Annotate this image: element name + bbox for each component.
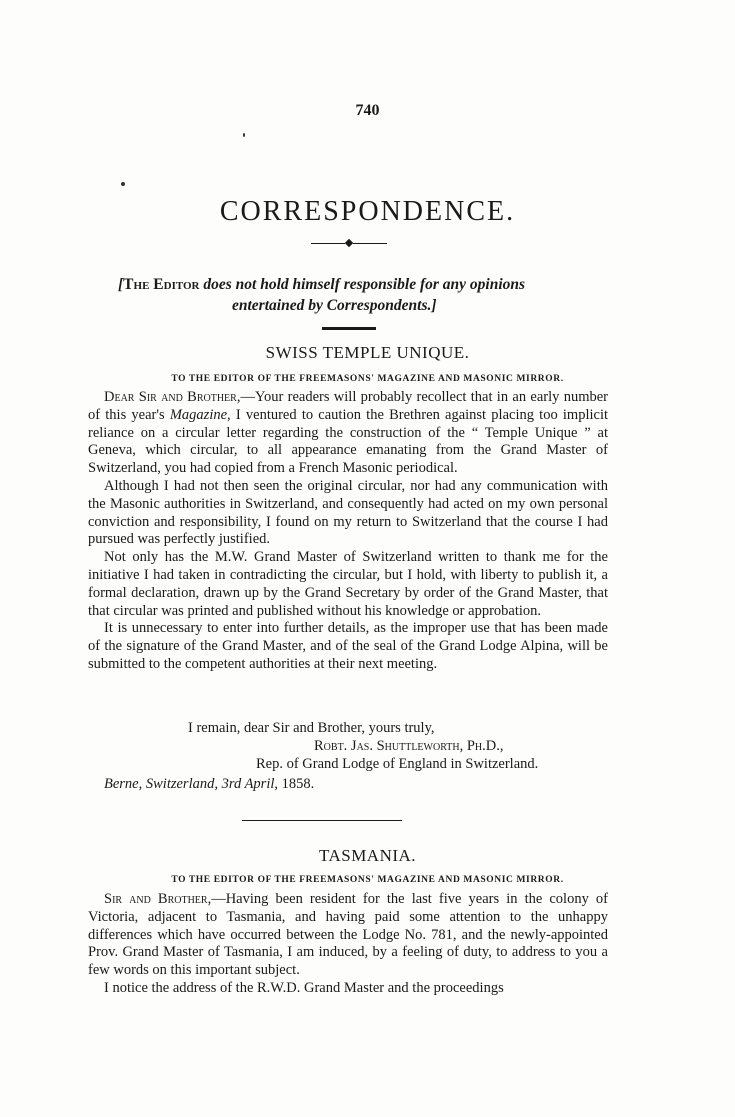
paragraph: I notice the address of the R.W.D. Grand Master and the proceedings — [104, 979, 504, 996]
paragraph — [88, 891, 608, 980]
section-rule — [322, 327, 376, 330]
article-heading: TASMANIA. — [318, 846, 417, 865]
to-editor-line: TO THE EDITOR OF THE FREEMASONS' MAGAZINE AND MASONIC MIRROR. — [171, 875, 564, 885]
year: 1858. — [278, 776, 315, 792]
salutation: Sir and Brother, — [104, 891, 212, 907]
editor-disclaimer — [118, 274, 618, 316]
page-number: 740 — [355, 102, 380, 119]
paragraph-text: I ventured to caution the Brethren against placing too implicit reliance on a circular letter regarding the construction of the “ Temple Unique ” at Geneva, which circular, to all appearance emanating from the Grand Master of Switzerland, you had copied from a French Masonic periodical. — [88, 406, 609, 477]
disclaimer-text: does not hold himself responsible for any opinions — [199, 276, 526, 293]
closing-line: I remain, dear Sir and Brother, yours truly, — [188, 720, 435, 736]
ink-speck — [243, 133, 245, 137]
to-editor-line: TO THE EDITOR OF THE FREEMASONS' MAGAZINE AND MASONIC MIRROR. — [171, 374, 564, 384]
paragraph — [88, 389, 608, 478]
disclaimer-editor: Editor — [153, 276, 200, 293]
magazine-title: Magazine, — [169, 406, 231, 423]
paragraph: Not only has the M.W. Grand Master of Switzerland written to thank me for the initiative I had taken in contradicting the circular, but I hold, with liberty to publish it, a formal declaration, drawn up by the Grand Secretary by order of the Grand Master, that that circular was printed and published without his knowledge or approbation. — [88, 549, 608, 619]
place-date — [104, 776, 314, 794]
place: Berne, Switzerland, 3rd April, — [104, 776, 278, 792]
disclaimer-the: The — [123, 276, 150, 293]
page-title: CORRESPONDENCE. — [219, 196, 516, 227]
signature: Robt. Jas. Shuttleworth, Ph.D., — [314, 738, 504, 754]
article-heading: SWISS TEMPLE UNIQUE. — [265, 343, 470, 362]
disclaimer-line-1 — [118, 274, 618, 295]
salutation: Dear Sir and Brother, — [104, 389, 241, 405]
section-divider — [242, 820, 402, 821]
disclaimer-line-2: entertained by Correspondents.] — [232, 297, 437, 314]
signatory-role: Rep. of Grand Lodge of England in Switzerland. — [256, 756, 539, 772]
paragraph: Although I had not then seen the original circular, nor had any communication with the Masonic authorities in Switzerland, and consequently had acted on my own personal conviction and responsibility, I found on my return to Switzerland that the course I had pursued was perfectly justified. — [88, 477, 608, 548]
article-body — [88, 891, 608, 998]
article-body — [88, 389, 608, 674]
paragraph-text: —Your readers will probably recollect that in an early number of this year's — [88, 389, 608, 423]
paragraph: It is unnecessary to enter into further details, as the improper use that has been made of the signature of the Grand Master, and of the seal of the Grand Lodge Alpina, will be submitted to the competent authorities at their next meeting. — [88, 620, 608, 672]
ornament-divider — [311, 240, 387, 246]
ink-speck — [121, 182, 125, 186]
paragraph-text: —Having been resident for the last five years in the colony of Victoria, adjacent to Tasmania, and having paid some attention to the unhappy differences which have occurred between the Lodge No. 781, and the newly-appointed Prov. Grand Master of Tasmania, I am induced, by a feeling of duty, to address to you a few words on this important subject. — [88, 891, 609, 979]
bracket: [ — [118, 276, 124, 293]
